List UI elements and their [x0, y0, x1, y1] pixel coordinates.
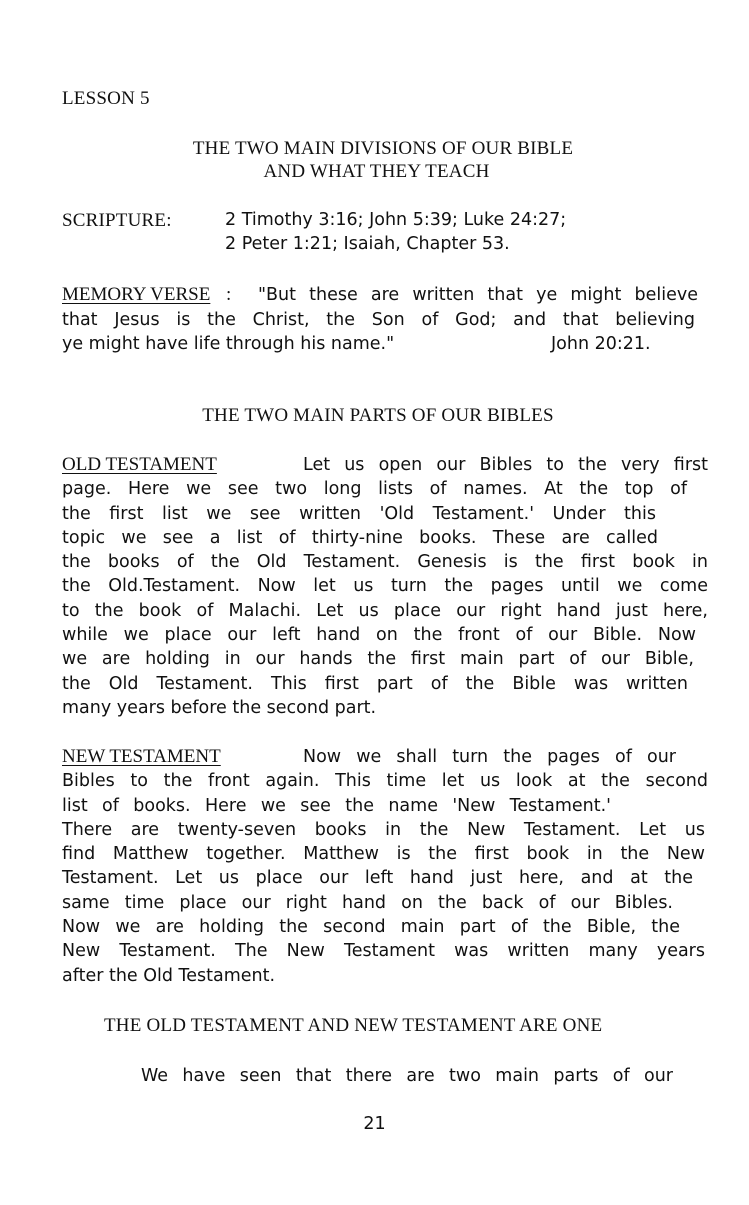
new-testament-line: after the Old Testament. [62, 965, 276, 986]
new-testament-line: list of books. Here we see the name 'New Testament.' [62, 795, 611, 816]
old-testament-line: the first list we see written 'Old Testament.' Under this [62, 503, 656, 524]
new-testament-line: Now we are holding the second main part of the Bible, the [62, 917, 680, 938]
old-testament-line: many years before the second part. [62, 697, 377, 718]
memory-verse-block [62, 284, 702, 356]
old-testament-line: to the book of Malachi. Let us place our right hand just here, [62, 600, 708, 621]
old-testament-first-line: Let us open our Bibles to the very first [303, 455, 708, 475]
new-testament-label: NEW TESTAMENT [62, 746, 221, 767]
old-testament-line: the books of the Old Testament. Genesis is the first book in [62, 552, 708, 573]
old-testament-label: OLD TESTAMENT [62, 454, 217, 475]
lesson-title-line-1: THE TWO MAIN DIVISIONS OF OUR BIBLE [192, 138, 574, 159]
one-heading: THE OLD TESTAMENT AND NEW TESTAMENT ARE ONE [104, 1015, 603, 1036]
scripture-line-2: 2 Peter 1:21; Isaiah, Chapter 53. [225, 234, 510, 254]
scripture-line-1: 2 Timothy 3:16; John 5:39; Luke 24:27; [225, 210, 567, 230]
memory-verse-reference: John 20:21. [551, 334, 651, 355]
new-testament-line: same time place our right hand on the back of our Bibles. [62, 892, 673, 913]
new-testament-line: New Testament. The New Testament was written many years [62, 941, 705, 962]
page-number: 21 [363, 1114, 386, 1134]
lesson-title-line-2: AND WHAT THEY TEACH [263, 161, 490, 182]
memory-verse-colon: : [226, 284, 232, 305]
new-testament-line: Testament. Let us place our left hand just here, and at the [62, 868, 693, 889]
old-testament-line: while we place our left hand on the front of our Bible. Now [62, 625, 696, 646]
old-testament-line: we are holding in our hands the first main part of our Bible, [62, 649, 694, 670]
new-testament-line: There are twenty-seven books in the New Testament. Let us [62, 819, 705, 840]
old-testament-line: topic we see a list of thirty-nine books. These are called [62, 527, 658, 548]
closing-line: We have seen that there are two main parts of our [141, 1066, 673, 1086]
old-testament-line: the Old.Testament. Now let us turn the pages until we come [62, 576, 708, 597]
new-testament-first-line: Now we shall turn the pages of our [303, 747, 676, 767]
lesson-number: LESSON 5 [62, 88, 150, 109]
new-testament-line: find Matthew together. Matthew is the first book in the New [62, 844, 705, 865]
memory-verse-line-2: that Jesus is the Christ, the Son of God; and that believing [62, 310, 695, 330]
old-testament-line: the Old Testament. This first part of the Bible was written [62, 673, 688, 694]
new-testament-line: Bibles to the front again. This time let us look at the second [62, 771, 708, 792]
old-testament-line: page. Here we see two long lists of names. At the top of [62, 479, 687, 500]
memory-verse-line-3: ye might have life through his name." [62, 334, 395, 355]
memory-verse-line-1: "But these are written that ye might believe [258, 285, 698, 305]
memory-verse-label: MEMORY VERSE [62, 284, 211, 305]
scripture-label: SCRIPTURE: [62, 210, 172, 231]
new-testament-paragraph [62, 745, 708, 988]
section-heading: THE TWO MAIN PARTS OF OUR BIBLES [202, 405, 554, 426]
old-testament-paragraph [62, 453, 708, 720]
